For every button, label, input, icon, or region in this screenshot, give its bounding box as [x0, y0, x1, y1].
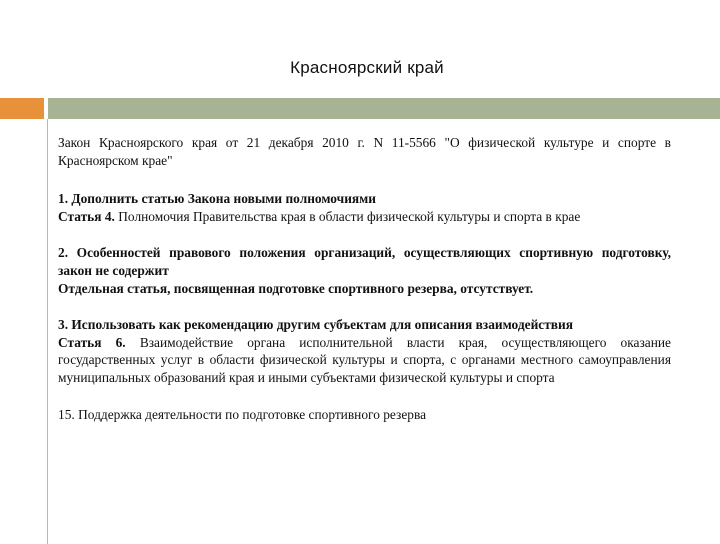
item-3-heading — [58, 316, 671, 334]
item-2-note-text: Отдельная статья, посвященная подготовке спортивного резерва, отсутствует. — [58, 280, 534, 296]
slide-title: Красноярский край — [290, 58, 444, 77]
item-3-article — [58, 334, 671, 387]
item-1-heading-text: 1. Дополнить статью Закона новыми полномочиями — [58, 191, 376, 207]
item-2-heading — [58, 244, 671, 279]
accent-square — [0, 98, 44, 119]
law-reference: Закон Красноярского края от 21 декабря 2010 г. N 11-5566 "О физической культуре и спорте в Красноярском крае" — [58, 135, 671, 168]
item-2-heading-text: 2. Особенностей правового положения организаций, осуществляющих спортивную подготовку, закон не содержит — [58, 245, 671, 278]
title-divider-bar — [48, 98, 720, 119]
item-3-heading-text: 3. Использовать как рекомендацию другим субъектам для описания взаимодействия — [58, 317, 574, 333]
item-3-article-text: Взаимодействие органа исполнительной власти края, осуществляющего оказание государственных услуг в области физической культуры и спорта, с органами местного самоуправления муниципальных образований края и иными субъектами физической культуры и спорта — [58, 334, 672, 385]
item-1-article-text: Полномочия Правительства края в области физической культуры и спорта в крае — [118, 208, 581, 224]
item-3-article-label: Статья 6. — [58, 334, 126, 350]
item-1-article-label: Статья 4. — [58, 208, 115, 224]
item-1-heading — [58, 190, 671, 208]
item-15: 15. Поддержка деятельности по подготовке спортивного резерва — [58, 406, 427, 422]
item-2-note — [58, 280, 671, 298]
item-1-article — [58, 208, 671, 226]
slide-body — [58, 134, 671, 423]
